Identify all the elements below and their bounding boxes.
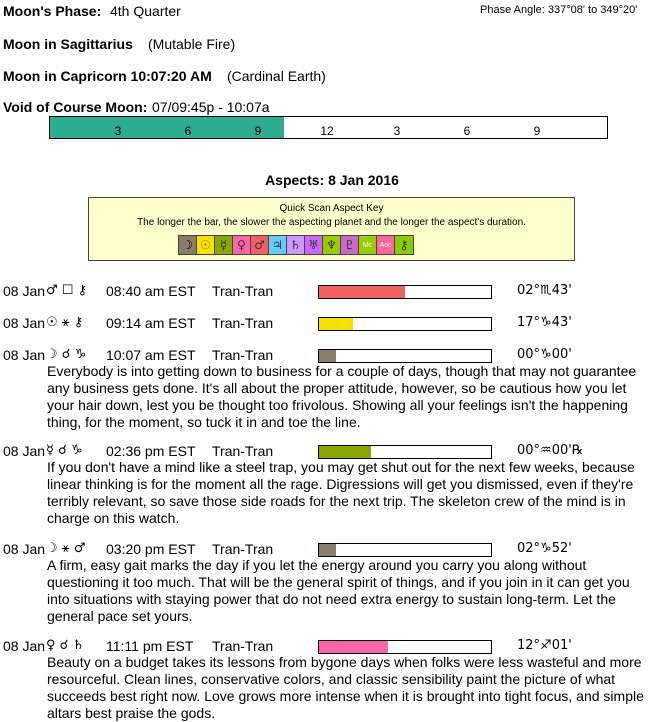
- moon-in-sign-1-value: (Mutable Fire): [148, 36, 236, 52]
- aspect-key-swatch: Asc: [377, 236, 395, 254]
- aspect-type: Tran-Tran: [212, 541, 274, 557]
- aspect-duration-fill: [319, 286, 405, 298]
- aspect-glyphs: ♀ ☌ ♄: [46, 638, 85, 653]
- aspect-time: 09:14 am EST: [106, 315, 196, 331]
- aspect-date: 08 Jan: [3, 443, 46, 459]
- moon-phase-label: Moon's Phase:: [3, 3, 102, 19]
- aspect-duration-bar: [318, 543, 492, 557]
- aspect-position: 17°♑43': [517, 315, 572, 330]
- aspect-duration-fill: [319, 544, 336, 556]
- aspect-date: 08 Jan: [3, 315, 46, 331]
- aspect-position: 00°♑00': [517, 347, 572, 362]
- aspect-glyphs: ☉ ⚹ ⚷: [46, 315, 84, 330]
- aspect-duration-fill: [319, 350, 336, 362]
- aspect-key-swatch: ♄: [287, 236, 305, 254]
- void-tick-label: 9: [254, 124, 262, 138]
- aspect-key-box: [88, 197, 575, 261]
- aspect-key-swatch: ☉: [197, 236, 215, 254]
- aspect-time: 10:07 am EST: [106, 347, 196, 363]
- aspect-description: Beauty on a budget takes its lessons from bygone days when folks were less wasteful and more resourceful. Clean lines, conservative colors, and classic sensibility paint the picture of what succeeds best right now. Love grows more intense when it is brought into tight focus, and simple altars best praise the gods.: [47, 654, 644, 721]
- phase-angle: Phase Angle: 337°08' to 349°20': [480, 4, 638, 16]
- aspect-position: 00°♒00'℞: [517, 443, 584, 458]
- aspect-date: 08 Jan: [3, 347, 46, 363]
- aspect-time: 08:40 am EST: [106, 283, 196, 299]
- aspect-time: 02:36 pm EST: [106, 443, 196, 459]
- moon-in-sign-1-label: Moon in Sagittarius: [3, 36, 133, 52]
- aspect-description: Everybody is into getting down to business for a couple of days, though that may not guarantee any business gets done. It's all about the proper attitude, however, so be cautious how you let your hair down, lest you be thought too frivolous. Showing all your feelings isn't the happening thing, for the moment, so tuck it in and toe the line.: [47, 363, 637, 430]
- void-tick-label: 3: [114, 124, 122, 138]
- aspect-duration-fill: [319, 446, 371, 458]
- moon-in-sign-2-label: Moon in Capricorn 10:07:20 AM: [3, 68, 212, 84]
- void-tick-label: 9: [533, 124, 541, 138]
- aspects-title: Aspects: 8 Jan 2016: [265, 172, 399, 188]
- void-tick-label: 12: [320, 124, 334, 138]
- aspect-duration-bar: [318, 445, 492, 459]
- aspect-duration-bar: [318, 285, 492, 299]
- moon-in-sign-2-value: (Cardinal Earth): [227, 68, 326, 84]
- aspect-key-swatch: ⚷: [395, 236, 413, 254]
- moon-phase-value: 4th Quarter: [110, 3, 181, 19]
- void-tick-label: 6: [463, 124, 471, 138]
- aspect-key-swatch: ☿: [215, 236, 233, 254]
- aspect-key-title: Quick Scan Aspect Key: [279, 203, 384, 214]
- aspect-date: 08 Jan: [3, 283, 46, 299]
- aspect-glyphs: ☿ ☌ ♑: [46, 443, 83, 458]
- aspect-type: Tran-Tran: [212, 443, 274, 459]
- aspect-description: A firm, easy gait marks the day if you let the energy around you carry you along without questioning it too much. That will be the general spirit of things, and if you join in it can get you into situations with staying power that do not need extra energy to sustain long-term. Let the general pace set yours.: [47, 557, 630, 624]
- aspect-key-swatch: ♆: [323, 236, 341, 254]
- aspect-key-swatch: ☽: [179, 236, 197, 254]
- aspect-key-swatch: ♂: [251, 236, 269, 254]
- aspect-duration-bar: [318, 317, 492, 331]
- aspect-row: [0, 315, 664, 333]
- aspect-key-swatches: [178, 235, 414, 255]
- void-tick-label: 3: [393, 124, 401, 138]
- aspect-type: Tran-Tran: [212, 283, 274, 299]
- aspect-key-description: The longer the bar, the slower the aspecting planet and the longer the aspect's duration.: [137, 217, 526, 228]
- aspect-key-swatch: Mc: [359, 236, 377, 254]
- aspect-key-swatch: ♀: [233, 236, 251, 254]
- aspect-position: 02°♏43': [517, 283, 572, 298]
- aspect-description: If you don't have a mind like a steel trap, you may get shut out for the next few weeks, because linear thinking is for the moment all the rage. Digressions will get you dismissed, even if they're terribly relevant, so save those side roads for the next trip. The skeleton crew of the mind is in charge on this watch.: [47, 459, 635, 526]
- aspect-glyphs: ☽ ⚹ ♂: [46, 541, 86, 556]
- aspect-duration-bar: [318, 349, 492, 363]
- aspect-type: Tran-Tran: [212, 315, 274, 331]
- aspect-key-swatch: ♇: [341, 236, 359, 254]
- aspect-date: 08 Jan: [3, 638, 46, 654]
- aspect-type: Tran-Tran: [212, 347, 274, 363]
- aspect-key-swatch: ♃: [269, 236, 287, 254]
- aspect-time: 11:11 pm EST: [106, 638, 194, 654]
- aspect-position: 02°♑52': [517, 541, 572, 556]
- aspect-key-swatch: ♅: [305, 236, 323, 254]
- void-of-course-value: 07/09:45p - 10:07a: [152, 99, 270, 115]
- aspect-type: Tran-Tran: [212, 638, 274, 654]
- aspect-duration-fill: [319, 318, 353, 330]
- aspect-glyphs: ♂ ☐ ⚷: [46, 283, 88, 298]
- void-of-course-fill: [50, 117, 284, 138]
- aspect-duration-fill: [319, 641, 388, 653]
- aspect-position: 12°♐01': [517, 638, 572, 653]
- aspect-duration-bar: [318, 640, 492, 654]
- aspect-time: 03:20 pm EST: [106, 541, 196, 557]
- aspect-row: [0, 283, 664, 301]
- void-of-course-label: Void of Course Moon:: [3, 99, 148, 115]
- aspect-glyphs: ☽ ☌ ♑: [46, 347, 87, 362]
- aspect-date: 08 Jan: [3, 541, 46, 557]
- void-tick-label: 6: [184, 124, 192, 138]
